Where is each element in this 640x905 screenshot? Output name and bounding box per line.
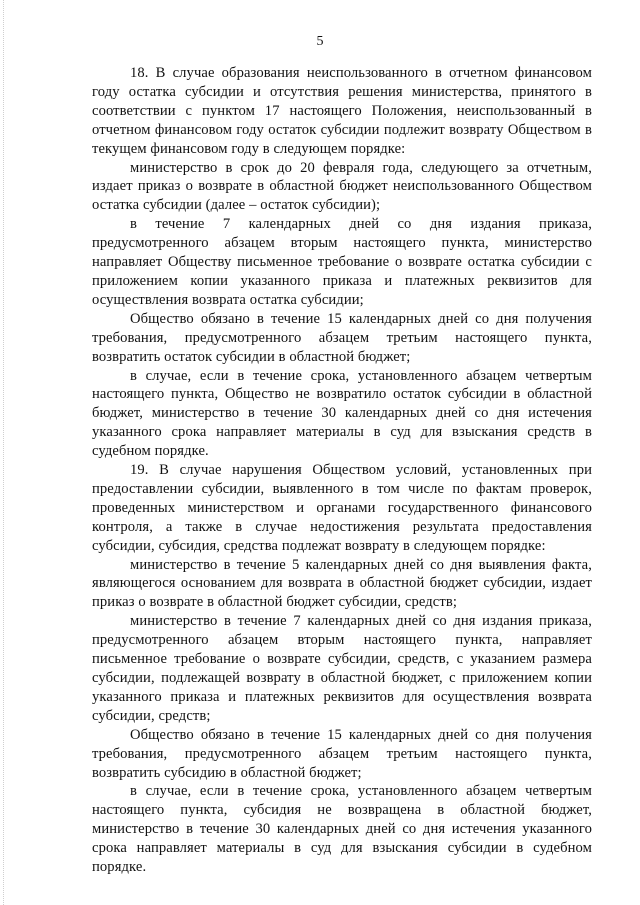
paragraph-18-court: в случае, если в течение срока, установленного абзацем четвертым настоящего пункта, Общество не возвратило остаток субсидии в областной бюджет, министерство в течение 30 календарных дней со дня истечения указанного срока направляет материалы в суд для взыскания средств в судебном порядке. [92,367,592,460]
paragraph-19-order: министерство в течение 5 календарных дней со дня выявления факта, являющегося основанием для возврата в областной бюджет субсидии, издает приказ о возврате в областной бюджет субсидии, средств; [92,556,592,611]
document-body [92,64,592,877]
paragraph-18-order: министерство в срок до 20 февраля года, следующего за отчетным, издает приказ о возврате в областной бюджет неиспользованного Обществом остатка субсидии (далее – остаток субсидии); [92,159,592,214]
page-number: 5 [316,34,324,49]
paragraph-19-intro: 19. В случае нарушения Обществом условий, установленных при предоставлении субсидии, выявленного в том числе по фактам проверок, проведенных министерством и органами государственного финансового контроля, а также в случае недостижения результата предоставления субсидии, субсидия, средства подлежат возврату в следующем порядке: [92,462,592,554]
paragraph-19-court: в случае, если в течение срока, установленного абзацем четвертым настоящего пункта, субсидия не возвращена в областной бюджет, министерство в течение 30 календарных дней со дня истечения указанного срока направляет материалы в суд для взыскания субсидии в судебном порядке. [92,783,592,876]
paragraph-19-requirement: министерство в течение 7 календарных дней со дня издания приказа, предусмотренного абзацем вторым настоящего пункта, направляет письменное требование о возврате субсидии, средств, с указанием размера субсидии, подлежащей возврату в областной бюджет, с приложением копии указанного приказа и платежных реквизитов для осуществления возврата субсидии, средств; [92,613,592,724]
scan-edge-divider [3,0,4,905]
paragraph-18-intro: 18. В случае образования неиспользованного в отчетном финансовом году остатка субсидии и отсутствия решения министерства, принятого в соответствии с пунктом 17 настоящего Положения, неиспользованный в отчетном финансовом году остаток субсидии подлежит возврату Обществом в текущем финансовом году в следующем порядке: [92,65,592,157]
paragraph-18-obligation: Общество обязано в течение 15 календарных дней со дня получения требования, предусмотренного абзацем третьим настоящего пункта, возвратить остаток субсидии в областной бюджет; [92,310,592,365]
paragraph-19-obligation: Общество обязано в течение 15 календарных дней со дня получения требования, предусмотренного абзацем третьим настоящего пункта, возвратить субсидию в областной бюджет; [92,726,592,781]
paragraph-18-requirement: в течение 7 календарных дней со дня издания приказа, предусмотренного абзацем вторым настоящего пункта, министерство направляет Обществу письменное требование о возврате остатка субсидии с приложением копии указанного приказа и платежных реквизитов для осуществления возврата остатка субсидии; [92,216,592,308]
